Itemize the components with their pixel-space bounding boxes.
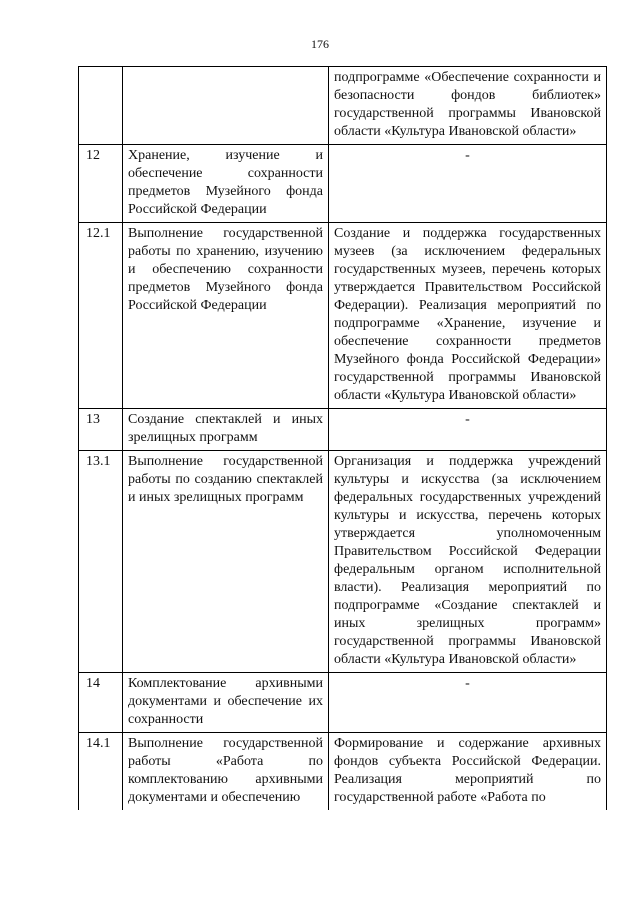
basis-cell: - [329,145,607,223]
row-number-cell [79,67,123,145]
basis-cell: - [329,409,607,451]
row-number-cell: 13 [79,409,123,451]
table-row [79,223,607,409]
work-name-cell: Выполнение государственной работы по созданию спектаклей и иных зрелищных программ [123,451,329,673]
table-row [79,733,607,811]
table-row [79,67,607,145]
basis-cell: - [329,673,607,733]
document-table [78,66,607,810]
work-name-cell: Создание спектаклей и иных зрелищных программ [123,409,329,451]
work-name-cell: Комплектование архивными документами и обеспечение их сохранности [123,673,329,733]
row-number-cell: 12.1 [79,223,123,409]
work-name-cell: Выполнение государственной работы по хранению, изучению и обеспечению сохранности предметов Музейного фонда Российской Федерации [123,223,329,409]
table-row [79,145,607,223]
basis-cell: Создание и поддержка государственных музеев (за исключением федеральных государственных музеев, перечень которых утверждается Правительством Российской Федерации). Реализация мероприятий по подпрограмме «Хранение, изучение и обеспечение сохранности предметов Музейного фонда Российской Федерации» государственной программы Ивановской области «Культура Ивановской области» [329,223,607,409]
row-number-cell: 14.1 [79,733,123,811]
basis-cell: Организация и поддержка учреждений культуры и искусства (за исключением федеральных государственных учреждений культуры и искусства, перечень которых утверждается уполномоченным Правительством Российской Федерации федеральным органом исполнительной власти). Реализация мероприятий по подпрограмме «Создание спектаклей и иных зрелищных программ» государственной программы Ивановской области «Культура Ивановской области» [329,451,607,673]
table-row [79,409,607,451]
row-number-cell: 12 [79,145,123,223]
row-number-cell: 14 [79,673,123,733]
basis-cell: Формирование и содержание архивных фондов субъекта Российской Федерации. Реализация мероприятий по государственной работе «Работа по [329,733,607,811]
work-name-cell: Хранение, изучение и обеспечение сохранности предметов Музейного фонда Российской Федерации [123,145,329,223]
table-row [79,673,607,733]
work-name-cell [123,67,329,145]
table-row [79,451,607,673]
work-name-cell: Выполнение государственной работы «Работа по комплектованию архивными документами и обеспечению [123,733,329,811]
row-number-cell: 13.1 [79,451,123,673]
page-number: 176 [311,37,329,51]
basis-cell: подпрограмме «Обеспечение сохранности и безопасности фондов библиотек» государственной программы Ивановской области «Культура Ивановской области» [329,67,607,145]
